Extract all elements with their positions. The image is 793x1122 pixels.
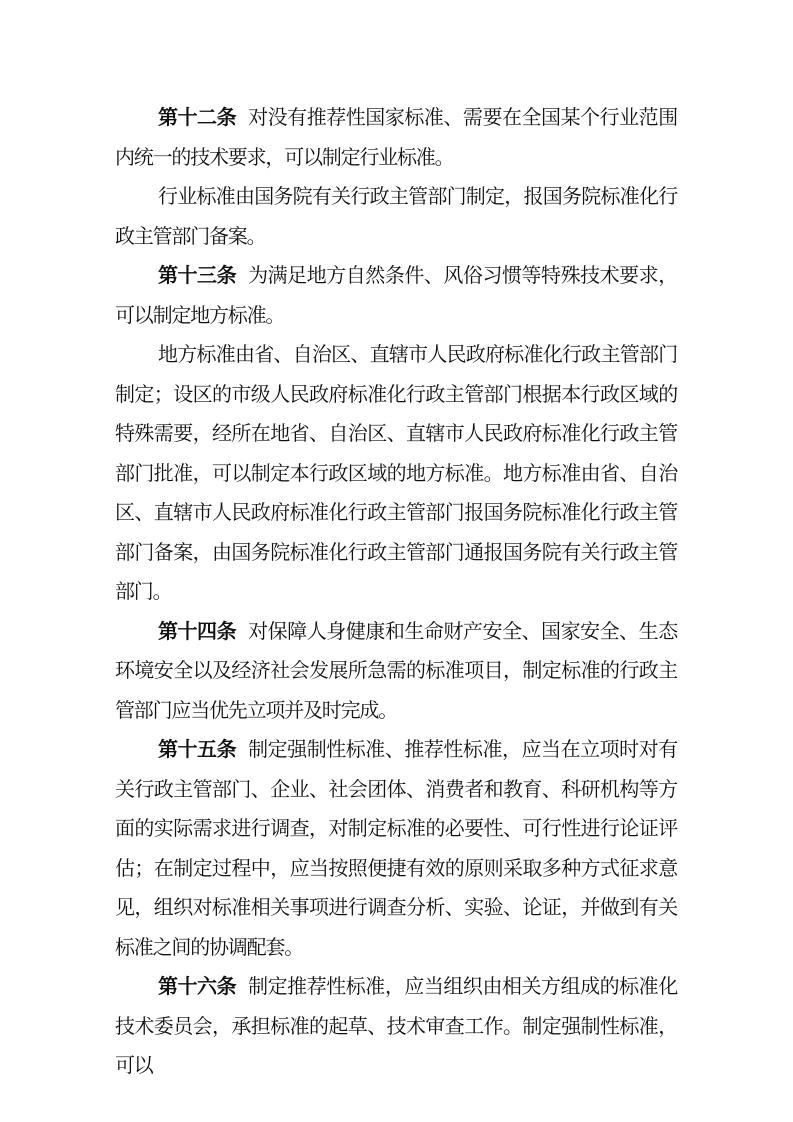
paragraph-text: 制定强制性标准、推荐性标准，应当在立项时对有关行政主管部门、企业、社会团体、消费者和教育、科研机构等方面的实际需求进行调查，对制定标准的必要性、可行性进行论证评估；在制定过程中，应当按照便捷有效的原则采取多种方式征求意见，组织对标准相关事项进行调查分析、实验、论证，并做到有关标准之间的协调配套。	[115, 739, 678, 959]
paragraph-text: 对没有推荐性国家标准、需要在全国某个行业范围内统一的技术要求，可以制定行业标准。	[115, 107, 678, 169]
paragraph-article-13	[115, 257, 677, 336]
article-number: 第十六条	[158, 976, 237, 998]
paragraph	[115, 336, 677, 613]
paragraph-text: 地方标准由省、自治区、直辖市人民政府标准化行政主管部门制定；设区的市级人民政府标准化行政主管部门根据本行政区域的特殊需要，经所在地省、自治区、直辖市人民政府标准化行政主管部门批准，可以制定本行政区域的地方标准。地方标准由省、自治区、直辖市人民政府标准化行政主管部门报国务院标准化行政主管部门备案，由国务院标准化行政主管部门通报国务院有关行政主管部门。	[115, 344, 677, 603]
paragraph-text: 对保障人身健康和生命财产安全、国家安全、生态环境安全以及经济社会发展所急需的标准项目，制定标准的行政主管部门应当优先立项并及时完成。	[115, 620, 678, 722]
paragraph-text: 行业标准由国务院有关行政主管部门制定，报国务院标准化行政主管部门备案。	[115, 186, 677, 248]
article-number: 第十二条	[158, 107, 237, 129]
paragraph-article-12	[115, 99, 677, 178]
paragraph	[115, 178, 677, 257]
article-number: 第十三条	[158, 265, 237, 287]
article-number: 第十四条	[158, 620, 237, 643]
paragraph-article-15	[115, 731, 677, 968]
article-number: 第十五条	[158, 739, 237, 761]
paragraph-text: 制定推荐性标准，应当组织由相关方组成的标准化技术委员会，承担标准的起草、技术审查工作。制定强制性标准，可以	[115, 976, 678, 1077]
paragraph-article-16	[115, 968, 677, 1087]
paragraph-article-14	[115, 613, 677, 732]
paragraph-text: 为满足地方自然条件、风俗习惯等特殊技术要求，可以制定地方标准。	[115, 265, 678, 327]
